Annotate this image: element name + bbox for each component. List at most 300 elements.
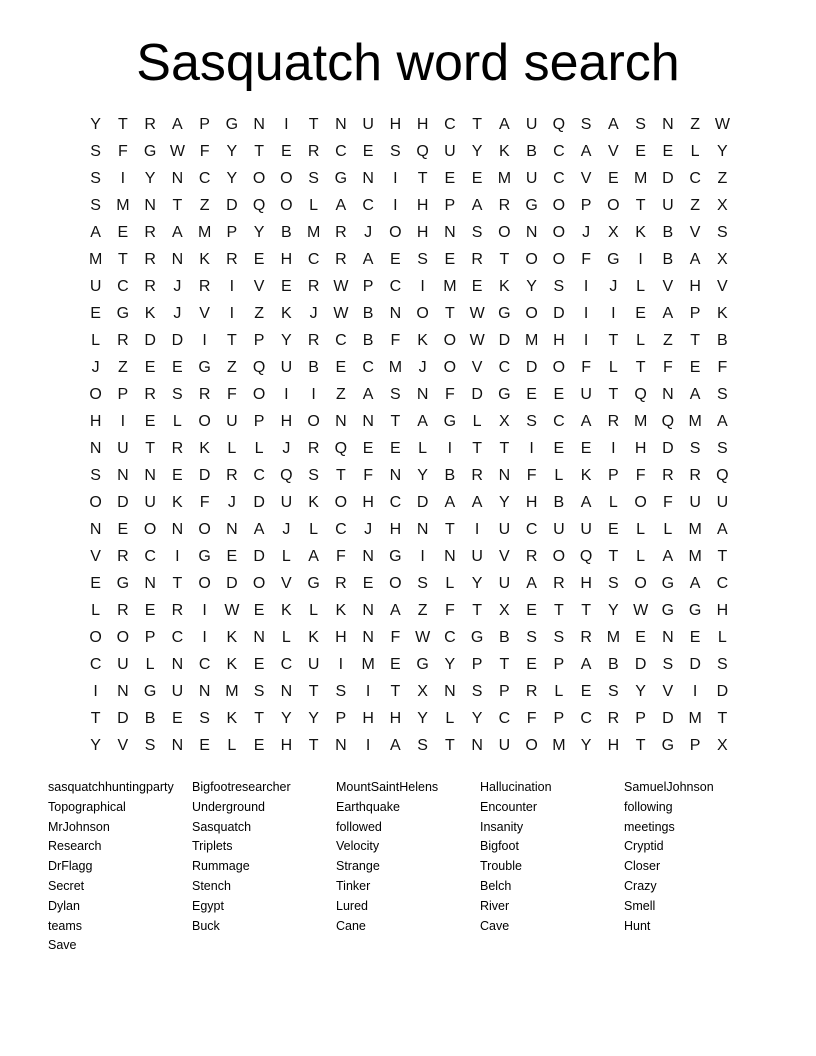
grid-letter: Y [281, 710, 292, 727]
grid-letter: R [144, 278, 156, 295]
grid-letter: B [662, 251, 674, 268]
grid-row [82, 381, 736, 408]
grid-letter: E [144, 602, 156, 619]
grid-letter: Y [226, 143, 238, 160]
grid-letter: T [172, 197, 183, 214]
grid-letter: K [226, 656, 238, 673]
grid-letter: K [226, 710, 238, 727]
word-column [336, 777, 476, 935]
word-list-item: Belch [480, 878, 512, 893]
grid-letter: Q [579, 548, 593, 565]
grid-letter: N [416, 521, 429, 538]
grid-letter: N [253, 116, 265, 133]
grid-letter: A [499, 116, 510, 133]
grid-letter: D [525, 359, 538, 376]
grid-letter: N [662, 386, 674, 403]
grid-letter: R [226, 467, 238, 484]
grid-letter: A [580, 494, 592, 511]
word-column [624, 777, 764, 935]
grid-letter: L [172, 413, 182, 430]
grid-letter: O [116, 629, 130, 646]
grid-letter: I [202, 602, 207, 619]
grid-letter: E [635, 143, 646, 160]
grid-row [82, 111, 736, 138]
grid-letter: D [226, 197, 238, 214]
grid-letter: G [416, 656, 429, 673]
grid-letter: N [117, 467, 129, 484]
word-list-item: Lured [336, 898, 368, 913]
word-list-item: Triplets [192, 839, 233, 854]
grid-letter: I [692, 683, 698, 700]
grid-letter: E [362, 143, 374, 160]
grid-letter: O [252, 575, 266, 592]
grid-letter: E [172, 467, 183, 484]
grid-letter: U [280, 359, 293, 376]
grid-letter: E [662, 143, 674, 160]
grid-letter: S [417, 251, 428, 268]
grid-letter: R [607, 413, 620, 430]
grid-letter: A [172, 224, 183, 241]
grid-letter: F [226, 386, 237, 403]
grid-letter: C [253, 467, 265, 484]
grid-letter: Y [499, 494, 510, 511]
grid-letter: P [199, 116, 210, 133]
grid-letter: R [171, 440, 184, 457]
grid-letter: E [526, 656, 537, 673]
grid-letter: Z [226, 359, 237, 376]
grid-letter: Q [334, 440, 348, 457]
grid-letter: X [717, 251, 728, 268]
grid-letter: O [416, 305, 429, 322]
grid-letter: P [253, 413, 265, 430]
grid-letter: Y [580, 737, 592, 754]
grid-letter: C [689, 170, 701, 187]
grid-letter: S [172, 386, 183, 403]
grid-letter: A [335, 197, 347, 214]
grid-letter: B [144, 710, 156, 727]
grid-letter: J [364, 521, 373, 538]
grid-letter: K [281, 305, 292, 322]
grid-letter: L [636, 521, 646, 538]
grid-letter: T [444, 521, 455, 538]
grid-letter: O [552, 197, 566, 214]
grid-letter: O [252, 170, 266, 187]
grid-letter: B [362, 305, 374, 322]
grid-letter: C [144, 548, 156, 565]
grid-row [82, 219, 736, 246]
grid-letter: I [120, 413, 126, 430]
grid-letter: L [91, 332, 101, 349]
grid-letter: L [636, 332, 646, 349]
grid-letter: L [472, 413, 482, 430]
grid-letter: T [472, 602, 483, 619]
grid-row [82, 597, 736, 624]
grid-letter: R [335, 251, 347, 268]
grid-letter: N [171, 251, 184, 268]
grid-letter: U [498, 521, 511, 538]
grid-letter: U [580, 521, 592, 538]
grid-letter: B [308, 359, 319, 376]
grid-letter: H [280, 251, 293, 268]
grid-letter: H [389, 116, 402, 133]
grid-letter: T [635, 359, 646, 376]
grid-letter: C [198, 170, 211, 187]
grid-letter: O [280, 197, 293, 214]
grid-row [82, 165, 736, 192]
grid-letter: O [89, 494, 102, 511]
grid-letter: T [444, 737, 455, 754]
grid-letter: Y [226, 170, 238, 187]
grid-letter: Q [716, 467, 729, 484]
grid-letter: E [335, 359, 347, 376]
grid-letter: R [307, 278, 320, 295]
grid-letter: N [117, 683, 129, 700]
grid-letter: H [416, 197, 429, 214]
grid-letter: C [307, 251, 320, 268]
grid-row [82, 408, 736, 435]
grid-letter: U [226, 413, 238, 430]
grid-letter: D [117, 494, 129, 511]
grid-letter: T [308, 683, 319, 700]
grid-letter: I [611, 305, 616, 322]
grid-letter: D [662, 710, 674, 727]
grid-letter: L [227, 440, 237, 457]
grid-letter: D [117, 710, 129, 727]
grid-letter: L [91, 602, 101, 619]
grid-letter: B [608, 656, 619, 673]
grid-letter: R [607, 710, 620, 727]
grid-letter: K [499, 278, 510, 295]
grid-letter: H [716, 602, 729, 619]
grid-letter: M [688, 521, 702, 538]
grid-letter: S [608, 575, 619, 592]
grid-letter: E [526, 386, 537, 403]
grid-letter: P [580, 197, 592, 214]
word-list-item: Stench [192, 878, 231, 893]
grid-letter: I [393, 170, 398, 187]
grid-letter: I [583, 305, 589, 322]
grid-row [82, 462, 736, 489]
grid-letter: N [335, 116, 347, 133]
grid-letter: S [553, 629, 565, 646]
grid-letter: A [526, 575, 537, 592]
grid-letter: B [662, 224, 674, 241]
grid-letter: S [717, 386, 728, 403]
word-list-item: following [624, 799, 673, 814]
grid-letter: H [525, 494, 538, 511]
grid-letter: H [362, 494, 374, 511]
grid-letter: Q [552, 116, 566, 133]
grid-letter: X [717, 197, 728, 214]
grid-letter: M [497, 170, 512, 187]
grid-letter: T [145, 440, 156, 457]
grid-letter: H [89, 413, 102, 430]
grid-letter: E [172, 359, 183, 376]
grid-letter: A [390, 737, 401, 754]
grid-letter: I [120, 170, 126, 187]
grid-letter: E [226, 548, 238, 565]
grid-letter: I [311, 386, 316, 403]
grid-letter: E [281, 278, 292, 295]
word-column [480, 777, 620, 935]
grid-letter: I [529, 440, 534, 457]
grid-letter: Y [635, 683, 646, 700]
grid-letter: Y [608, 602, 619, 619]
grid-letter: R [307, 332, 320, 349]
grid-letter: G [225, 116, 239, 133]
grid-letter: D [634, 656, 647, 673]
grid-letter: E [90, 305, 101, 322]
grid-letter: U [144, 494, 156, 511]
grid-letter: J [418, 359, 427, 376]
grid-letter: E [253, 251, 265, 268]
grid-letter: R [117, 332, 129, 349]
grid-letter: K [499, 143, 510, 160]
grid-letter: X [608, 224, 619, 241]
grid-letter: N [144, 575, 156, 592]
grid-letter: C [389, 494, 402, 511]
grid-letter: I [420, 278, 425, 295]
grid-letter: U [553, 521, 565, 538]
grid-letter: C [335, 143, 347, 160]
grid-letter: O [552, 224, 566, 241]
grid-letter: F [335, 548, 346, 565]
grid-letter: F [662, 494, 673, 511]
grid-letter: N [335, 413, 347, 430]
grid-letter: O [552, 359, 566, 376]
grid-letter: T [635, 737, 646, 754]
grid-letter: S [144, 737, 156, 754]
grid-letter: R [144, 224, 156, 241]
grid-letter: D [471, 386, 483, 403]
grid-row [82, 246, 736, 273]
grid-letter: A [689, 386, 701, 403]
grid-letter: E [144, 359, 156, 376]
grid-letter: E [390, 440, 401, 457]
grid-letter: N [253, 629, 265, 646]
grid-letter: T [499, 656, 510, 673]
grid-letter: I [420, 548, 425, 565]
page-title: Sasquatch word search [136, 34, 680, 92]
grid-letter: F [444, 386, 455, 403]
grid-letter: G [498, 305, 511, 322]
grid-letter: Y [253, 224, 265, 241]
word-list-item: meetings [624, 819, 675, 834]
grid-letter: F [199, 143, 210, 160]
grid-letter: A [444, 494, 456, 511]
grid-letter: E [608, 170, 619, 187]
grid-letter: H [335, 629, 347, 646]
grid-letter: N [362, 413, 374, 430]
grid-letter: G [307, 575, 320, 592]
grid-letter: G [389, 548, 402, 565]
grid-letter: N [362, 629, 374, 646]
grid-letter: O [280, 170, 293, 187]
grid-letter: Z [717, 170, 728, 187]
grid-letter: G [198, 548, 211, 565]
grid-letter: T [308, 116, 319, 133]
grid-letter: P [635, 710, 646, 727]
grid-letter: J [91, 359, 100, 376]
word-list-item: Smell [624, 898, 656, 913]
grid-letter: M [88, 251, 103, 268]
grid-letter: W [169, 143, 185, 160]
grid-letter: B [444, 467, 456, 484]
grid-letter: K [281, 602, 292, 619]
grid-letter: R [117, 602, 129, 619]
grid-letter: S [253, 683, 265, 700]
grid-letter: V [662, 683, 674, 700]
word-list-item: Sasquatch [192, 819, 252, 834]
grid-letter: L [227, 737, 237, 754]
grid-letter: E [553, 440, 565, 457]
grid-letter: N [171, 170, 184, 187]
grid-letter: O [443, 359, 457, 376]
grid-letter: H [689, 278, 701, 295]
grid-letter: K [199, 251, 210, 268]
grid-letter: F [390, 332, 401, 349]
grid-letter: C [335, 332, 347, 349]
grid-letter: S [526, 413, 537, 430]
grid-letter: E [117, 521, 129, 538]
grid-letter: Q [416, 143, 429, 160]
grid-letter: B [526, 143, 537, 160]
grid-letter: W [333, 278, 349, 295]
grid-letter: O [498, 224, 511, 241]
grid-letter: S [717, 224, 728, 241]
grid-letter: E [608, 521, 619, 538]
grid-letter: G [334, 170, 348, 187]
grid-letter: O [198, 521, 211, 538]
grid-letter: O [334, 494, 348, 511]
grid-letter: F [526, 467, 537, 484]
grid-letter: N [89, 440, 102, 457]
word-list-item: DrFlagg [48, 859, 93, 874]
word-list-item: Underground [192, 799, 265, 814]
grid-letter: A [471, 494, 483, 511]
grid-letter: E [117, 224, 129, 241]
grid-letter: K [308, 629, 319, 646]
grid-letter: U [444, 143, 456, 160]
grid-letter: M [388, 359, 403, 376]
grid-letter: R [198, 386, 211, 403]
grid-letter: S [90, 467, 101, 484]
grid-letter: E [281, 143, 292, 160]
grid-letter: I [284, 386, 289, 403]
grid-letter: L [145, 656, 155, 673]
grid-letter: S [471, 683, 483, 700]
grid-letter: E [580, 683, 592, 700]
grid-letter: X [717, 737, 728, 754]
word-list-item: Tinker [336, 878, 371, 893]
grid-letter: I [365, 737, 371, 754]
grid-letter: I [474, 521, 480, 538]
word-list-item: Buck [192, 918, 220, 933]
grid-letter: K [580, 467, 592, 484]
grid-letter: R [525, 683, 538, 700]
grid-letter: G [143, 143, 157, 160]
grid-letter: P [362, 278, 374, 295]
grid-row [82, 570, 736, 597]
grid-letter: X [499, 413, 510, 430]
grid-letter: Z [199, 197, 210, 214]
word-list-item: Secret [48, 878, 85, 893]
grid-letter: S [199, 710, 210, 727]
grid-letter: S [390, 143, 401, 160]
grid-letter: C [553, 143, 565, 160]
grid-letter: C [280, 656, 293, 673]
grid-letter: R [226, 251, 238, 268]
grid-letter: R [117, 548, 129, 565]
grid-letter: R [307, 143, 320, 160]
grid-letter: K [226, 629, 238, 646]
grid-letter: G [116, 305, 130, 322]
grid-letter: A [580, 656, 592, 673]
grid-letter: Y [471, 710, 483, 727]
grid-letter: A [662, 548, 674, 565]
word-list-item: Encounter [480, 799, 537, 814]
grid-row [82, 678, 736, 705]
grid-letter: I [202, 629, 207, 646]
grid-letter: D [226, 575, 238, 592]
grid-letter: G [116, 575, 130, 592]
grid-letter: R [171, 602, 184, 619]
grid-letter: I [93, 683, 98, 700]
grid-letter: P [608, 467, 619, 484]
grid-letter: L [445, 710, 455, 727]
grid-row [82, 489, 736, 516]
grid-letter: C [716, 575, 729, 592]
grid-letter: E [390, 251, 401, 268]
grid-letter: I [229, 278, 235, 295]
grid-letter: W [469, 305, 485, 322]
grid-letter: L [445, 575, 455, 592]
grid-letter: S [335, 683, 347, 700]
grid-letter: H [389, 521, 402, 538]
grid-letter: A [308, 548, 319, 565]
grid-letter: F [635, 467, 646, 484]
grid-letter: M [197, 224, 212, 241]
grid-letter: D [171, 332, 184, 349]
word-list-item: followed [336, 819, 382, 834]
grid-letter: E [471, 170, 483, 187]
grid-letter: Y [90, 737, 101, 754]
grid-letter: Y [90, 116, 101, 133]
word-list-item: Cave [480, 918, 510, 933]
grid-letter: V [689, 224, 701, 241]
grid-letter: U [307, 656, 320, 673]
grid-letter: Y [308, 710, 319, 727]
grid-letter: N [226, 521, 238, 538]
grid-letter: M [606, 629, 621, 646]
grid-letter: V [281, 575, 292, 592]
grid-letter: T [608, 332, 619, 349]
grid-letter: U [171, 683, 184, 700]
word-list-item: Egypt [192, 898, 224, 913]
grid-letter: L [418, 440, 428, 457]
grid-letter: E [689, 359, 701, 376]
grid-row [82, 543, 736, 570]
grid-letter: F [390, 629, 401, 646]
grid-letter: M [306, 224, 321, 241]
grid-letter: T [390, 683, 401, 700]
grid-letter: E [172, 710, 183, 727]
word-list-item: Rummage [192, 859, 250, 874]
grid-letter: S [553, 278, 565, 295]
grid-letter: C [498, 710, 511, 727]
grid-letter: J [282, 521, 291, 538]
grid-letter: A [471, 197, 483, 214]
